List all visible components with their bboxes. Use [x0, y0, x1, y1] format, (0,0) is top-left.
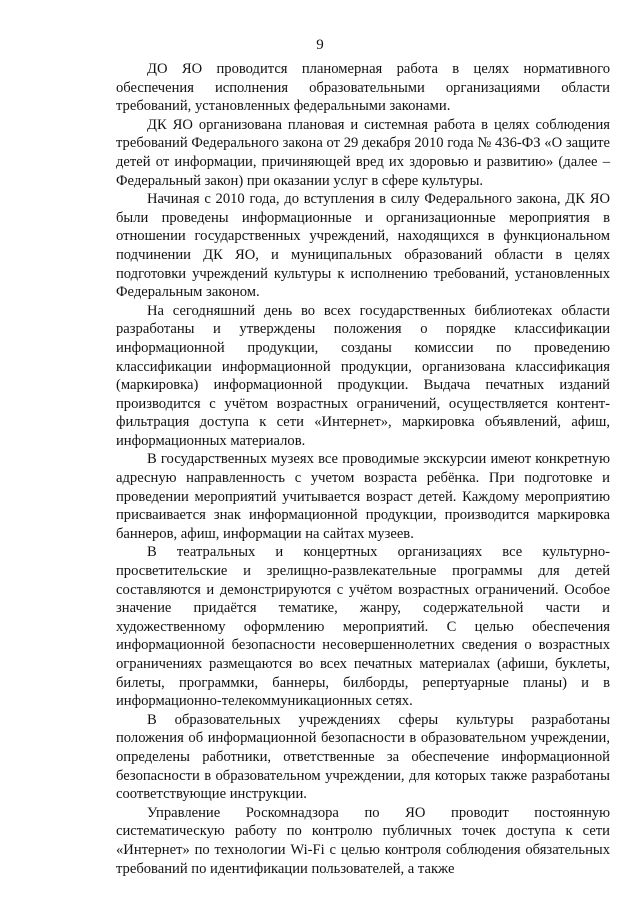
- page-number: 9: [316, 37, 324, 53]
- paragraph-museums: В государственных музеях все проводимые экскурсии имеют конкретную адресную направленность с учетом возраста ребёнка. При подготовке и проведении мероприятий учитывается возраст детей. Каждому мероприятию присваивается знак информационной продукции, производится маркировка баннеров, афиш, информации на сайтах музеев.: [116, 451, 610, 542]
- paragraph-theatres-concerts: В театральных и концертных организациях все культурно-просветительские и зрелищно-развлекательные программы для детей составляются и демонстрируются с учётом возрастных ограничений. Особое значение придаётся тематике, жанру, содержательной части и художественному оформлению мероприятий. С целью обеспечения информационной безопасности несовершеннолетних сведения о возрастных ограничениях размещаются во всех печатных материалах (афиши, буклеты, билеты, программки, баннеры, билборды, репертуарные планы) и в информационно-телекоммуникационных сетях.: [116, 544, 610, 710]
- paragraph-culture-dept-compliance: ДК ЯО организована плановая и системная работа в целях соблюдения требований Федерального закона от 29 декабря 2010 года № 436-ФЗ «О защите детей от информации, причиняющей вред их здоровью и развитию» (далее – Федеральный закон) при оказании услуг в сфере культуры.: [116, 116, 610, 189]
- paragraph-regional-education-norms: ДО ЯО проводится планомерная работа в целях нормативного обеспечения исполнения образовательными организациями области требований, установленных федеральными законами.: [116, 61, 610, 115]
- paragraph-libraries: На сегодняшний день во всех государственных библиотеках области разработаны и утверждены положения о порядке классификации информационной продукции, созданы комиссии по проведению классификации информационной продукции, организована классификация (маркировка) информационной продукции. Выдача печатных изданий производится с учётом возрастных ограничений, осуществляется контент-фильтрация доступа к сети «Интернет», маркировка объявлений, афиш, информационных материалов.: [116, 302, 610, 449]
- paragraph-educational-institutions: В образовательных учреждениях сферы культуры разработаны положения об информационной безопасности в образовательном учреждении, определены работники, ответственные за обеспечение информационной безопасности в образовательном учреждении, для которых также разработаны соответствующие инструкции.: [116, 711, 610, 803]
- paragraph-roskomnadzor: Управление Роскомнадзора по ЯО проводит постоянную систематическую работу по контролю публичных точек доступа к сети «Интернет» по технологии Wi-Fi с целью контроля соблюдения обязательных требований по идентификации пользователей, а также: [116, 804, 610, 877]
- paragraph-measures-since-2010: Начиная с 2010 года, до вступления в силу Федерального закона, ДК ЯО были проведены информационные и организационные мероприятия в отношении государственных учреждений, находящихся в функциональном подчинении ДК ЯО, и муниципальных образований области в целях подготовки учреждений культуры к исполнению требований, установленных Федеральным законом.: [116, 191, 610, 301]
- body-text: [116, 60, 610, 878]
